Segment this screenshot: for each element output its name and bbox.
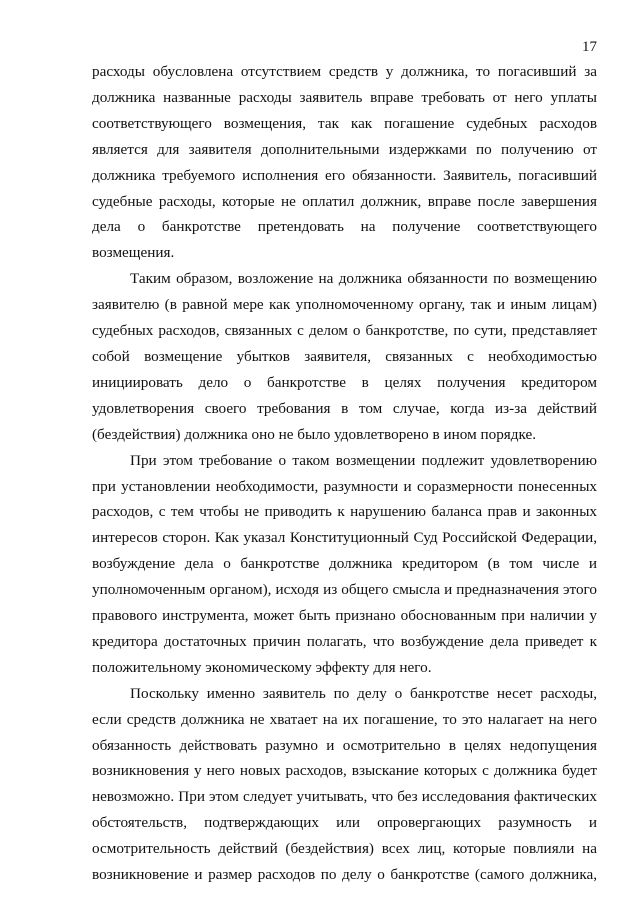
- paragraph-4: Поскольку именно заявитель по делу о банкротстве несет расходы, если средств должника не хватает на их погашение, то это налагает на него обязанность действовать разумно и осмотрительно в целях недопущения возникновения у него новых расходов, взыскание которых с должника будет невозможно. При этом следует учитывать, что без исследования фактических обстоятельств, подтверждающих или опровергающих разумность и осмотрительность действий (бездействия) всех лиц, которые повлияли на возникновение и размер расходов по делу о банкротстве (самого должника,: [92, 684, 597, 884]
- paragraph-1: расходы обусловлена отсутствием средств у должника, то погасивший за должника названные расходы заявитель вправе требовать от него уплаты соответствующего возмещения, так как погашение судебных расходов является для заявителя дополнительными издержками по получению от должника требуемого исполнения его обязанности. Заявитель, погасивший судебные расходы, которые не оплатил должник, вправе после завершения дела о банкротстве претендовать на получение соответствующего возмещения.: [92, 63, 597, 262]
- body-text: [92, 59, 597, 888]
- paragraph-2: Таким образом, возложение на должника обязанности по возмещению заявителю (в равной мере как уполномоченному органу, так и иным лицам) судебных расходов, связанных с делом о банкротстве, по сути, представляет собой возмещение убытков заявителя, связанных с необходимостью инициировать дело о банкротстве в целях получения кредитором удовлетворения своего требования в том случае, когда из-за действий (бездействия) должника оно не было удовлетворено в ином порядке.: [92, 270, 597, 443]
- paragraph-3: При этом требование о таком возмещении подлежит удовлетворению при установлении необходимости, разумности и соразмерности понесенных расходов, с тем чтобы не приводить к нарушению баланса прав и законных интересов сторон. Как указал Конституционный Суд Российской Федерации, возбуждение дела о банкротстве должника кредитором (в том числе и уполномоченным органом), исходя из общего смысла и предназначения этого правового инструмента, может быть признано обоснованным при наличии у кредитора достаточных причин полагать, что возбуждение дела приведет к положительному экономическому эффекту для него.: [92, 451, 597, 676]
- page-number: 17: [582, 39, 597, 55]
